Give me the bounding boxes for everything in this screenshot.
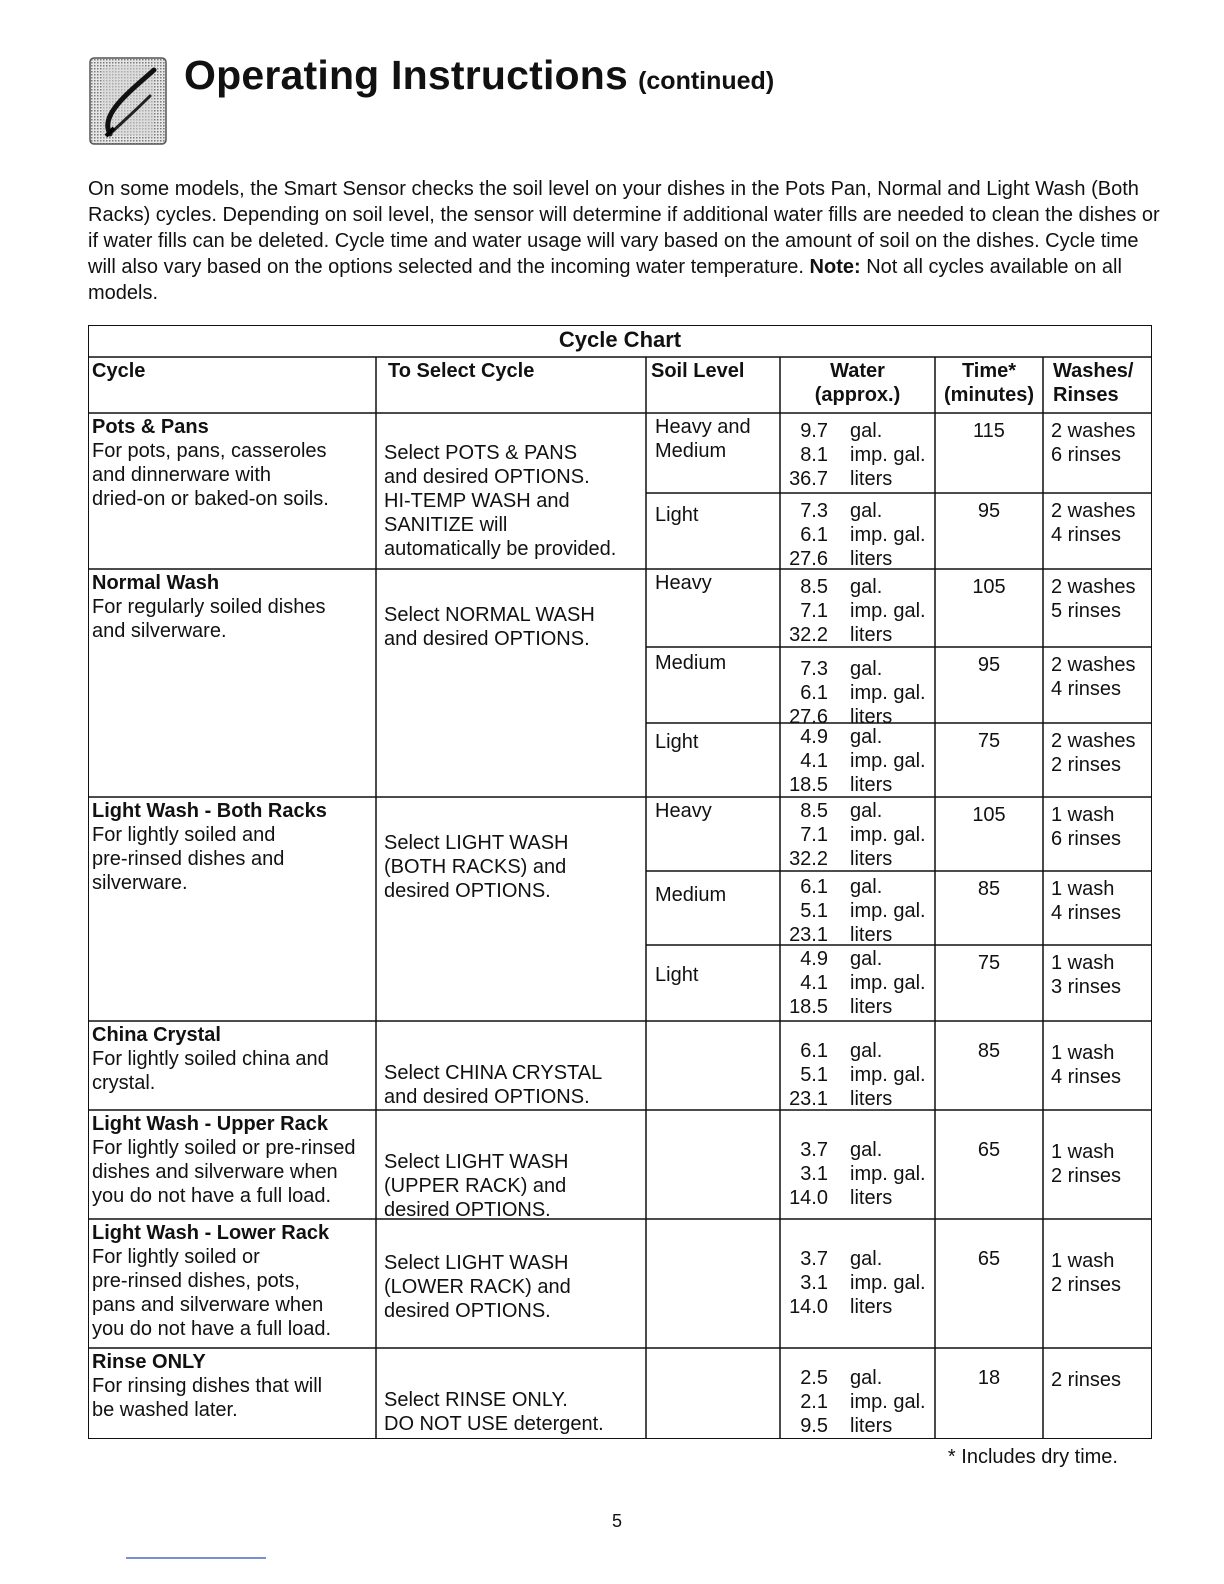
soil-level-cell (655, 883, 726, 907)
time-minutes: 75 (977, 730, 1001, 752)
unit-imp-gal: imp. gal. (850, 972, 926, 994)
select-instruction-line: Select LIGHT WASH (384, 1151, 569, 1173)
unit-gal: gal. (850, 876, 883, 898)
water-imperial-gallons: 7.1 (800, 600, 828, 622)
select-cell (384, 441, 616, 561)
washes-cell (1051, 951, 1121, 999)
water-imperial-gallons: 5.1 (800, 1064, 828, 1086)
water-gallons: 7.3 (800, 658, 828, 680)
cycle-description-line: be washed later. (92, 1399, 238, 1421)
cycle-description-line: and dinnerware with (92, 464, 271, 486)
unit-gal: gal. (850, 948, 883, 970)
intro-paragraph (88, 176, 1160, 306)
time-cell (935, 653, 1043, 677)
select-instruction-line: and desired OPTIONS. (384, 466, 590, 488)
soil-level-line: Medium (655, 652, 727, 674)
unit-imp-gal: imp. gal. (850, 1064, 926, 1086)
cycle-description-line: pre-rinsed dishes, pots, (92, 1270, 300, 1292)
cycle-description-line: and silverware. (92, 620, 227, 642)
unit-imp-gal: imp. gal. (850, 682, 926, 704)
unit-gal: gal. (850, 1040, 883, 1062)
time-cell (935, 1247, 1043, 1271)
washes-rinses-line: 5 rinses (1051, 600, 1122, 622)
washes-rinses-line: 4 rinses (1051, 524, 1122, 546)
washes-rinses-line: 6 rinses (1051, 444, 1122, 466)
time-cell (935, 803, 1043, 827)
header-soil-label: Soil Level (651, 360, 745, 382)
water-imperial-gallons: 2.1 (800, 1391, 828, 1413)
water-gallons: 3.7 (800, 1139, 828, 1161)
cycle-description-line: For lightly soiled china and (92, 1048, 329, 1070)
cycle-cell (92, 1023, 329, 1095)
header-time (935, 359, 1043, 407)
time-cell (935, 499, 1043, 523)
header-select-label: To Select Cycle (388, 360, 535, 382)
header-soil (651, 359, 744, 383)
cycle-description-line: For regularly soiled dishes (92, 596, 326, 618)
cycle-cell (92, 571, 325, 643)
water-gallons: 6.1 (800, 1040, 828, 1062)
bottom-divider (126, 1557, 266, 1559)
water-values (784, 1247, 828, 1319)
water-values (784, 947, 828, 1019)
washes-cell (1051, 729, 1136, 777)
soil-level-line: Heavy and (655, 416, 751, 438)
time-minutes: 105 (972, 576, 1006, 598)
water-units (850, 725, 926, 797)
cycle-description-line: dried-on or baked-on soils. (92, 488, 329, 510)
time-minutes: 95 (977, 654, 1001, 676)
washes-cell (1051, 499, 1136, 547)
select-instruction-line: (UPPER RACK) and (384, 1175, 567, 1197)
water-imperial-gallons: 4.1 (800, 972, 828, 994)
cycle-description-line: For lightly soiled and (92, 824, 276, 846)
unit-imp-gal: imp. gal. (850, 444, 926, 466)
unit-gal: gal. (850, 1248, 883, 1270)
water-liters: 27.6 (789, 706, 828, 728)
water-values (784, 799, 828, 871)
washes-rinses-line: 2 washes (1051, 500, 1136, 522)
water-values (784, 657, 828, 729)
header-water (780, 359, 935, 407)
unit-liters: liters (850, 996, 893, 1018)
select-cell (384, 603, 595, 651)
water-imperial-gallons: 3.1 (800, 1163, 828, 1185)
washes-rinses-line: 2 washes (1051, 576, 1136, 598)
unit-liters: liters (850, 924, 893, 946)
unit-liters: liters (850, 706, 893, 728)
washes-rinses-line: 1 wash (1051, 1250, 1115, 1272)
cycle-description-line: pre-rinsed dishes and (92, 848, 285, 870)
cycle-description-line: pans and silverware when (92, 1294, 324, 1316)
unit-liters: liters (850, 774, 893, 796)
soil-level-cell (655, 799, 712, 823)
time-cell (935, 1366, 1043, 1390)
washes-rinses-line: 3 rinses (1051, 976, 1122, 998)
time-minutes: 105 (972, 804, 1006, 826)
water-gallons: 7.3 (800, 500, 828, 522)
select-instruction-line: Select POTS & PANS (384, 442, 578, 464)
washes-cell (1051, 1041, 1121, 1089)
unit-imp-gal: imp. gal. (850, 524, 926, 546)
select-instruction-line: Select RINSE ONLY. (384, 1389, 568, 1411)
washes-rinses-line: 1 wash (1051, 952, 1115, 974)
water-units (850, 1247, 926, 1319)
water-units (850, 575, 926, 647)
cycle-description-line: you do not have a full load. (92, 1318, 332, 1340)
washes-rinses-line: 2 rinses (1051, 1165, 1122, 1187)
header-water-sub: (approx.) (814, 384, 901, 406)
time-cell (935, 729, 1043, 753)
washes-cell (1051, 653, 1136, 701)
water-imperial-gallons: 6.1 (800, 524, 828, 546)
washes-cell (1051, 419, 1136, 467)
header-time-label: Time* (961, 360, 1017, 382)
time-minutes: 85 (977, 1040, 1001, 1062)
water-imperial-gallons: 5.1 (800, 900, 828, 922)
unit-imp-gal: imp. gal. (850, 1163, 926, 1185)
washes-cell (1051, 575, 1136, 623)
select-cell (384, 831, 569, 903)
select-instruction-line: automatically be provided. (384, 538, 617, 560)
unit-liters: liters (850, 548, 893, 570)
pencil-book-icon (88, 56, 168, 148)
water-units (850, 419, 926, 491)
time-minutes: 85 (977, 878, 1001, 900)
page-title-subtitle: (continued) (638, 67, 775, 95)
water-liters: 9.5 (800, 1415, 828, 1437)
water-values (784, 575, 828, 647)
unit-gal: gal. (850, 576, 883, 598)
water-values (784, 1138, 828, 1210)
select-instruction-line: desired OPTIONS. (384, 1300, 551, 1322)
footnote: * Includes dry time. (947, 1446, 1118, 1468)
water-units (850, 947, 926, 1019)
water-units (850, 799, 926, 871)
soil-level-cell (655, 571, 712, 595)
select-instruction-line: desired OPTIONS. (384, 1199, 551, 1221)
washes-rinses-line: 1 wash (1051, 1141, 1115, 1163)
washes-rinses-line: 2 washes (1051, 730, 1136, 752)
time-minutes: 65 (977, 1139, 1001, 1161)
unit-imp-gal: imp. gal. (850, 600, 926, 622)
unit-gal: gal. (850, 1139, 883, 1161)
water-values (784, 725, 828, 797)
time-minutes: 115 (973, 420, 1005, 442)
water-gallons: 3.7 (800, 1248, 828, 1270)
soil-level-line: Medium (655, 440, 727, 462)
cycle-chart (88, 325, 1152, 1439)
water-gallons: 2.5 (800, 1367, 828, 1389)
cycle-description-line: you do not have a full load. (92, 1185, 332, 1207)
washes-rinses-line: 4 rinses (1051, 902, 1122, 924)
cycle-cell (92, 1221, 331, 1341)
water-values (784, 1366, 828, 1438)
unit-imp-gal: imp. gal. (850, 824, 926, 846)
water-values (784, 499, 828, 571)
cycle-cell (92, 799, 327, 895)
washes-rinses-line: 2 washes (1051, 420, 1136, 442)
water-liters: 14.0 (789, 1296, 828, 1318)
header-cycle (92, 359, 145, 383)
water-units (850, 499, 926, 571)
select-cell (384, 1251, 571, 1323)
cycle-name: Light Wash - Lower Rack (92, 1222, 330, 1244)
soil-level-cell (655, 963, 698, 987)
cycle-name: China Crystal (92, 1024, 221, 1046)
header-select (388, 359, 534, 383)
unit-gal: gal. (850, 420, 883, 442)
water-units (850, 1366, 926, 1438)
washes-rinses-line: 1 wash (1051, 1042, 1115, 1064)
washes-cell (1051, 877, 1121, 925)
unit-liters: liters (850, 624, 893, 646)
water-gallons: 4.9 (800, 948, 828, 970)
soil-level-line: Heavy (655, 572, 712, 594)
unit-imp-gal: imp. gal. (850, 750, 926, 772)
select-cell (384, 1388, 604, 1436)
water-imperial-gallons: 6.1 (800, 682, 828, 704)
unit-gal: gal. (850, 726, 883, 748)
select-instruction-line: DO NOT USE detergent. (384, 1413, 604, 1435)
cycle-description-line: dishes and silverware when (92, 1161, 338, 1183)
soil-level-line: Light (655, 964, 699, 986)
cycle-name: Light Wash - Both Racks (92, 800, 327, 822)
water-liters: 36.7 (789, 468, 828, 490)
water-gallons: 9.7 (800, 420, 828, 442)
header-washes-sub: Rinses (1053, 384, 1119, 406)
washes-rinses-line: 4 rinses (1051, 678, 1122, 700)
washes-cell (1051, 803, 1121, 851)
select-instruction-line: desired OPTIONS. (384, 880, 551, 902)
unit-imp-gal: imp. gal. (850, 900, 926, 922)
soil-level-cell (655, 415, 751, 463)
intro-note-label: Note: (809, 256, 861, 278)
select-instruction-line: SANITIZE will (384, 514, 508, 536)
water-gallons: 8.5 (800, 800, 828, 822)
page-title-main: Operating Instructions (184, 52, 629, 98)
cycle-name: Pots & Pans (92, 416, 209, 438)
time-cell (935, 951, 1043, 975)
unit-imp-gal: imp. gal. (850, 1272, 926, 1294)
washes-cell (1051, 1249, 1121, 1297)
water-imperial-gallons: 8.1 (800, 444, 828, 466)
select-instruction-line: (LOWER RACK) and (384, 1276, 571, 1298)
select-instruction-line: HI-TEMP WASH and (384, 490, 570, 512)
washes-rinses-line: 1 wash (1051, 804, 1115, 826)
water-imperial-gallons: 7.1 (800, 824, 828, 846)
washes-cell (1051, 1140, 1121, 1188)
washes-rinses-line: 4 rinses (1051, 1066, 1122, 1088)
header-washes (1053, 359, 1133, 407)
select-instruction-line: Select NORMAL WASH (384, 604, 595, 626)
unit-gal: gal. (850, 1367, 883, 1389)
washes-rinses-line: 6 rinses (1051, 828, 1122, 850)
time-minutes: 18 (977, 1367, 1001, 1389)
time-cell (935, 877, 1043, 901)
water-imperial-gallons: 3.1 (800, 1272, 828, 1294)
cycle-description-line: crystal. (92, 1072, 156, 1094)
cycle-description-line: For rinsing dishes that will (92, 1375, 323, 1397)
soil-level-cell (655, 651, 726, 675)
time-minutes: 75 (977, 952, 1001, 974)
washes-rinses-line: 2 washes (1051, 654, 1136, 676)
page-title (184, 52, 774, 99)
water-values (784, 875, 828, 947)
time-cell (935, 575, 1043, 599)
soil-level-line: Light (655, 731, 699, 753)
select-cell (384, 1150, 569, 1222)
unit-gal: gal. (850, 658, 883, 680)
water-liters: 27.6 (789, 548, 828, 570)
time-minutes: 95 (977, 500, 1001, 522)
water-units (850, 1138, 926, 1210)
time-cell (935, 1039, 1043, 1063)
soil-level-cell (655, 503, 698, 527)
water-imperial-gallons: 4.1 (800, 750, 828, 772)
select-instruction-line: Select LIGHT WASH (384, 1252, 569, 1274)
unit-liters: liters (850, 848, 893, 870)
unit-liters: liters (850, 1088, 893, 1110)
cycle-description-line: silverware. (92, 872, 188, 894)
unit-liters: liters (850, 468, 893, 490)
select-instruction-line: (BOTH RACKS) and (384, 856, 567, 878)
cycle-name: Normal Wash (92, 572, 220, 594)
unit-liters: liters (850, 1296, 893, 1318)
chart-title: Cycle Chart (558, 327, 682, 352)
select-instruction-line: Select LIGHT WASH (384, 832, 569, 854)
soil-level-line: Heavy (655, 800, 712, 822)
select-instruction-line: and desired OPTIONS. (384, 1086, 590, 1108)
unit-liters: liters (850, 1187, 893, 1209)
water-values (784, 1039, 828, 1111)
water-liters: 14.0 (789, 1187, 828, 1209)
cycle-description-line: For lightly soiled or (92, 1246, 260, 1268)
water-liters: 18.5 (789, 774, 828, 796)
cycle-cell (92, 1350, 322, 1422)
header-water-label: Water (830, 360, 885, 382)
soil-level-line: Light (655, 504, 699, 526)
water-values (784, 419, 828, 491)
unit-gal: gal. (850, 500, 883, 522)
cycle-description-line: For lightly soiled or pre-rinsed (92, 1137, 356, 1159)
time-cell (935, 419, 1043, 443)
time-cell (935, 1138, 1043, 1162)
water-gallons: 4.9 (800, 726, 828, 748)
select-cell (384, 1061, 602, 1109)
cycle-description-line: For pots, pans, casseroles (92, 440, 327, 462)
intro-text: On some models, the Smart Sensor checks the soil level on your dishes in the Pots Pan, Normal and Light Wash (Both Racks) cycles. Depending on soil level, the sensor will determine if additional water fills are needed to clean the dishes or if water fills can be deleted. Cycle time and water usage will vary based on the amount of soil on the dishes. Cycle time will also vary based on the options selected and the incoming water temperature. (88, 178, 1160, 278)
unit-gal: gal. (850, 800, 883, 822)
unit-liters: liters (850, 1415, 893, 1437)
soil-level-cell (655, 730, 698, 754)
water-units (850, 1039, 926, 1111)
water-gallons: 8.5 (800, 576, 828, 598)
cycle-name: Light Wash - Upper Rack (92, 1113, 328, 1135)
intro-note-text: Not all cycles available on all models. (88, 256, 1122, 304)
water-units (850, 875, 926, 947)
header-time-sub: (minutes) (944, 384, 1034, 406)
select-instruction-line: Select CHINA CRYSTAL (384, 1062, 603, 1084)
water-liters: 18.5 (789, 996, 828, 1018)
water-gallons: 6.1 (800, 876, 828, 898)
washes-rinses-line: 2 rinses (1051, 1369, 1122, 1391)
water-liters: 32.2 (789, 624, 828, 646)
washes-rinses-line: 2 rinses (1051, 754, 1122, 776)
soil-level-line: Medium (655, 884, 727, 906)
water-units (850, 657, 926, 729)
water-liters: 23.1 (789, 924, 828, 946)
water-liters: 32.2 (789, 848, 828, 870)
select-instruction-line: and desired OPTIONS. (384, 628, 590, 650)
header-cycle-label: Cycle (92, 360, 146, 382)
page-number: 5 (612, 1511, 623, 1531)
cycle-cell (92, 1112, 355, 1208)
washes-cell (1051, 1368, 1121, 1392)
header-washes-label: Washes/ (1053, 360, 1134, 382)
washes-rinses-line: 1 wash (1051, 878, 1115, 900)
cycle-cell (92, 415, 329, 511)
cycle-name: Rinse ONLY (92, 1351, 206, 1373)
water-liters: 23.1 (789, 1088, 828, 1110)
time-minutes: 65 (977, 1248, 1001, 1270)
unit-imp-gal: imp. gal. (850, 1391, 926, 1413)
washes-rinses-line: 2 rinses (1051, 1274, 1122, 1296)
